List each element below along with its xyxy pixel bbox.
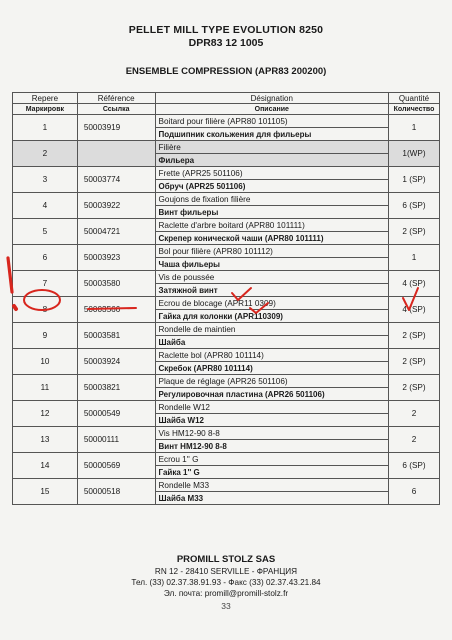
col-header-repere: Repere	[13, 93, 78, 104]
header-row-ru	[13, 104, 440, 115]
col-header-ru-desc: Описание	[155, 104, 389, 115]
col-header-designation: Désignation	[155, 93, 389, 104]
table-row	[13, 271, 440, 284]
table-row	[13, 193, 440, 206]
table-row	[13, 479, 440, 492]
row-designation-fr: Plaque de réglage (APR26 501106)	[155, 375, 389, 388]
row-designation-ru: Винт HM12-90 8-8	[155, 440, 389, 453]
row-reference: 50000111	[77, 427, 155, 453]
row-designation-fr: Ecrou 1'' G	[155, 453, 389, 466]
document-code: DPR83 12 1005	[188, 37, 264, 49]
row-repere: 11	[13, 375, 78, 401]
row-reference: 50003924	[77, 349, 155, 375]
company-address: RN 12 - 28410 SERVILLE - ФРАНЦИЯ	[154, 567, 298, 576]
row-designation-fr: Filière	[155, 141, 389, 154]
row-reference: 50000549	[77, 401, 155, 427]
row-repere: 7	[13, 271, 78, 297]
row-quantity: 1(WP)	[389, 141, 440, 167]
row-reference: 50003923	[77, 245, 155, 271]
row-designation-ru: Шайба W12	[155, 414, 389, 427]
row-designation-fr: Frette (APR25 501106)	[155, 167, 389, 180]
row-quantity: 1 (SP)	[389, 167, 440, 193]
row-designation-fr: Vis de poussée	[155, 271, 389, 284]
row-designation-ru: Шайба	[155, 336, 389, 349]
company-name: PROMILL STOLZ SAS	[176, 554, 276, 565]
table-row	[13, 453, 440, 466]
row-designation-fr: Raclette bol (APR80 101114)	[155, 349, 389, 362]
table-row	[13, 167, 440, 180]
row-repere: 8	[13, 297, 78, 323]
table-row	[13, 401, 440, 414]
row-reference: 50004721	[77, 219, 155, 245]
row-designation-ru: Скрепер конической чаши (APR80 101111)	[155, 232, 389, 245]
parts-table	[12, 92, 440, 505]
row-quantity: 2 (SP)	[389, 375, 440, 401]
row-reference: 50003922	[77, 193, 155, 219]
row-quantity: 2 (SP)	[389, 349, 440, 375]
row-repere: 3	[13, 167, 78, 193]
row-repere: 2	[13, 141, 78, 167]
row-quantity: 1	[389, 245, 440, 271]
row-repere: 5	[13, 219, 78, 245]
row-reference: 50003580	[77, 271, 155, 297]
row-repere: 10	[13, 349, 78, 375]
table-row	[13, 427, 440, 440]
row-designation-fr: Goujons de fixation filière	[155, 193, 389, 206]
row-reference	[77, 141, 155, 167]
row-repere: 9	[13, 323, 78, 349]
table-row	[13, 141, 440, 154]
row-designation-ru: Шайба M33	[155, 492, 389, 505]
row-designation-fr: Vis HM12-90 8-8	[155, 427, 389, 440]
col-header-quantite: Quantité	[389, 93, 440, 104]
row-quantity: 2	[389, 427, 440, 453]
row-reference: 50003581	[77, 323, 155, 349]
row-reference: 50003566	[77, 297, 155, 323]
col-header-ru-mark: Маркировк	[13, 104, 78, 115]
row-designation-fr: Rondelle de maintien	[155, 323, 389, 336]
row-designation-ru: Гайка для колонки (APR110309)	[155, 310, 389, 323]
row-repere: 14	[13, 453, 78, 479]
row-repere: 13	[13, 427, 78, 453]
row-quantity: 4 (SP)	[389, 297, 440, 323]
row-designation-ru: Регулировочная пластина (APR26 501106)	[155, 388, 389, 401]
row-quantity: 6 (SP)	[389, 193, 440, 219]
table-row	[13, 323, 440, 336]
row-designation-ru: Подшипник скольжения для фильеры	[155, 128, 389, 141]
row-designation-ru: Скребок (APR80 101114)	[155, 362, 389, 375]
row-designation-fr: Rondelle M33	[155, 479, 389, 492]
page-number: 33	[221, 601, 231, 611]
header-row-fr	[13, 93, 440, 104]
company-phone: Тел. (33) 02.37.38.91.93 - Факс (33) 02.37.43.21.84	[131, 578, 321, 587]
table-row	[13, 297, 440, 310]
row-reference: 50003774	[77, 167, 155, 193]
row-reference: 50003821	[77, 375, 155, 401]
row-repere: 12	[13, 401, 78, 427]
row-quantity: 1	[389, 115, 440, 141]
table-row	[13, 115, 440, 128]
row-designation-ru: Обруч (APR25 501106)	[155, 180, 389, 193]
row-designation-ru: Гайка 1'' G	[155, 466, 389, 479]
table-row	[13, 375, 440, 388]
row-designation-ru: Чаша фильеры	[155, 258, 389, 271]
table-row	[13, 219, 440, 232]
row-repere: 6	[13, 245, 78, 271]
document-title: PELLET MILL TYPE EVOLUTION 8250	[128, 24, 324, 36]
col-header-reference: Référence	[77, 93, 155, 104]
row-quantity: 6	[389, 479, 440, 505]
row-quantity: 2 (SP)	[389, 219, 440, 245]
row-repere: 15	[13, 479, 78, 505]
row-designation-fr: Bol pour filière (APR80 101112)	[155, 245, 389, 258]
row-designation-fr: Ecrou de blocage (APR11 0309)	[155, 297, 389, 310]
row-designation-ru: Винт фильеры	[155, 206, 389, 219]
table-row	[13, 349, 440, 362]
row-quantity: 2 (SP)	[389, 323, 440, 349]
row-designation-ru: Затяжной винт	[155, 284, 389, 297]
row-designation-ru: Фильера	[155, 154, 389, 167]
col-header-ru-ref: Ссылка	[77, 104, 155, 115]
row-quantity: 2	[389, 401, 440, 427]
row-reference: 50000569	[77, 453, 155, 479]
company-email: Эл. почта: promill@promill-stolz.fr	[163, 589, 289, 598]
row-reference: 50000518	[77, 479, 155, 505]
col-header-ru-qty: Количество	[389, 104, 440, 115]
row-repere: 4	[13, 193, 78, 219]
row-designation-fr: Boitard pour filière (APR80 101105)	[155, 115, 389, 128]
assembly-title: ENSEMBLE COMPRESSION (APR83 200200)	[125, 66, 327, 77]
row-designation-fr: Rondelle W12	[155, 401, 389, 414]
row-quantity: 6 (SP)	[389, 453, 440, 479]
row-repere: 1	[13, 115, 78, 141]
row-reference: 50003919	[77, 115, 155, 141]
row-quantity: 4 (SP)	[389, 271, 440, 297]
row-designation-fr: Raclette d'arbre boitard (APR80 101111)	[155, 219, 389, 232]
table-row	[13, 245, 440, 258]
